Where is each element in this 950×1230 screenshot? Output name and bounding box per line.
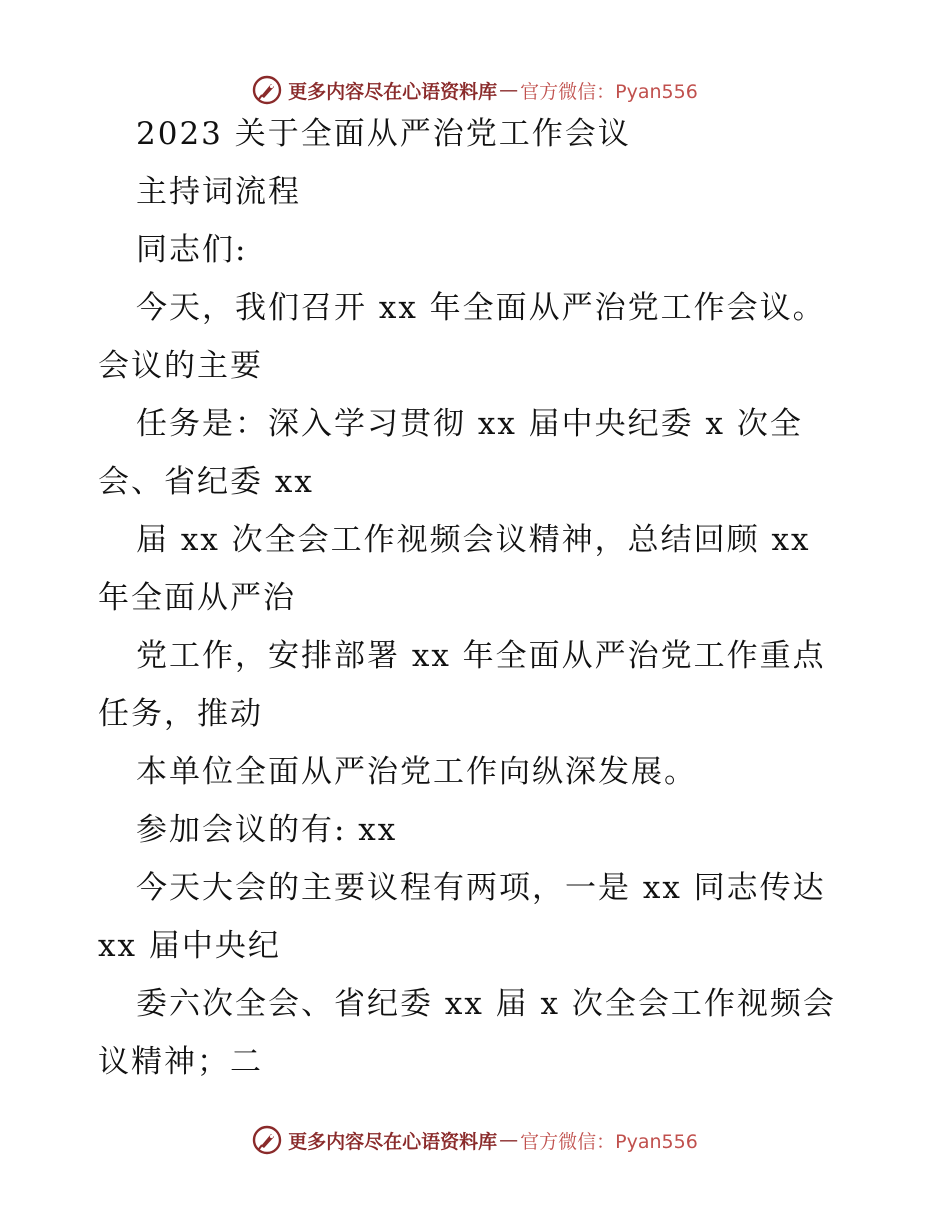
pen-nib-logo-icon [252,1125,282,1155]
document-line: 会议的主要 [98,348,263,384]
header-watermark [0,70,950,110]
document-line: 同志们: [136,232,248,268]
document-line: 党工作，安排部署 xx 年全面从严治党工作重点 [136,638,826,674]
watermark-text: 更多内容尽在心语资料库 [288,80,498,103]
document-line: 今天，我们召开 xx 年全面从严治党工作会议。 [136,290,826,326]
watermark-separator: — [499,1129,519,1151]
document-line: xx 届中央纪 [98,928,281,964]
document-line: 会、省纪委 xx [98,464,314,500]
watermark-account: 官方微信：Pyan556 [520,1130,698,1153]
document-line: 委六次全会、省纪委 xx 届 x 次全会工作视频会 [136,986,836,1022]
document-line: 任务是：深入学习贯彻 xx 届中央纪委 x 次全 [136,406,803,442]
document-line: 参加会议的有: xx [136,812,398,848]
document-line: 届 xx 次全会工作视频会议精神，总结回顾 xx [136,522,811,558]
document-line: 任务，推动 [98,696,263,732]
document-line: 年全面从严治 [98,580,296,616]
document-body [98,116,868,1106]
watermark-text: 更多内容尽在心语资料库 [288,1130,498,1153]
footer-watermark [0,1120,950,1160]
document-line: 议精神；二 [98,1044,263,1080]
document-line: 今天大会的主要议程有两项，一是 xx 同志传达 [136,870,826,906]
pen-nib-logo-icon [252,75,282,105]
watermark-separator: — [499,79,519,101]
document-line: 主持词流程 [136,174,301,210]
document-line: 2023 关于全面从严治党工作会议 [136,116,631,152]
document-line: 本单位全面从严治党工作向纵深发展。 [136,754,697,790]
watermark-account: 官方微信：Pyan556 [520,80,698,103]
